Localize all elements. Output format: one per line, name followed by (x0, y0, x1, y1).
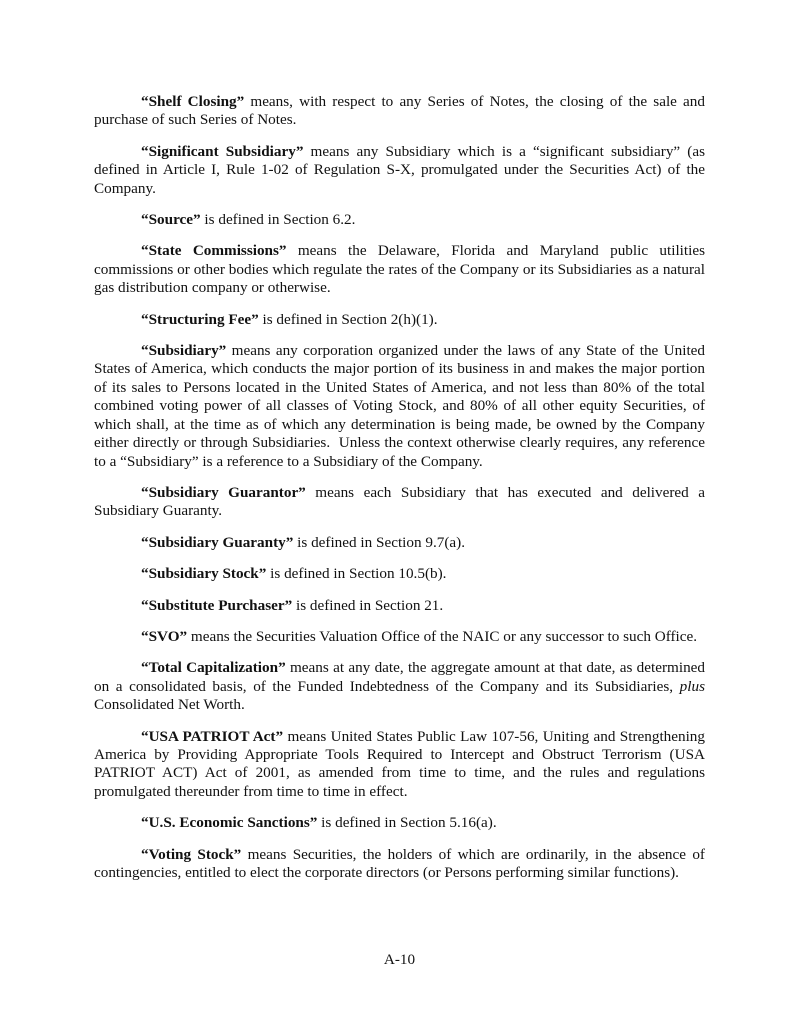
defined-term: “Shelf Closing” (141, 93, 245, 110)
defined-term: “Source” (141, 211, 201, 229)
definition-text: is defined in Section 21. (292, 596, 444, 614)
definition-significant-subsidiary (94, 143, 705, 198)
defined-term: “USA PATRIOT Act” (141, 727, 284, 745)
definition-text: is defined in Section 6.2. (200, 211, 356, 229)
definition-text: means, with respect to any Series of Notes, the closing of the sale and purchase of such Series of Notes. (94, 93, 705, 129)
defined-term: “Subsidiary” (141, 342, 227, 360)
definition-svo (94, 628, 705, 646)
definition-text: means the Securities Valuation Office of the NAIC or any successor to such Office. (187, 627, 698, 645)
definition-state-commissions (94, 242, 705, 297)
definition-text-after: Consolidated Net Worth. (94, 696, 245, 714)
definition-text: means the Delaware, Florida and Maryland public utilities commissions or other bodies which regulate the rates of the Company or its Subsidiaries as a natural gas distribution company or otherwise. (94, 242, 705, 297)
definition-text: means any Subsidiary which is a “significant subsidiary” (as defined in Article I, Rule 1-02 of Regulation S-X, promulgated under the Securities Act) of the Company. (94, 142, 705, 197)
definition-text: is defined in Section 5.16(a). (317, 814, 497, 832)
defined-term: “Voting Stock” (141, 845, 242, 863)
definition-subsidiary-stock (94, 565, 705, 583)
page-number: A-10 (383, 951, 416, 968)
definition-emphasis: plus (679, 677, 705, 695)
definition-subsidiary-guarantor (94, 484, 705, 521)
definition-text: means at any date, the aggregate amount at that date, as determined on a consolidated basis, of the Funded Indebtedness of the Company and its Subsidiaries, (94, 659, 705, 695)
definition-text: means each Subsidiary that has executed and delivered a Subsidiary Guaranty. (94, 483, 705, 520)
definition-text: means any corporation organized under the laws of any State of the United States of America, which conducts the major portion of its business in and makes the major portion of its sales to Persons located in the United States of America, and not less than 80% of the total combined voting power of all classes of Voting Stock, and 80% of all other equity Securities, of which shall, at the time as of which any determination is being made, be owned by the Company either directly or through Subsidiaries. Unless the context otherwise clearly requires, any reference to a “Subsidiary” is a reference to a Subsidiary of the Company. (94, 342, 709, 470)
defined-term: “SVO” (141, 627, 188, 645)
definition-source (94, 211, 705, 229)
defined-term: “Significant Subsidiary” (141, 142, 304, 160)
defined-term: “Total Capitalization” (141, 659, 286, 677)
definition-us-economic-sanctions (94, 814, 705, 832)
definition-voting-stock (94, 846, 705, 883)
definition-substitute-purchaser (94, 597, 705, 615)
defined-term: “Structuring Fee” (141, 310, 259, 328)
definition-subsidiary-guaranty (94, 534, 705, 552)
definition-text: means Securities, the holders of which are ordinarily, in the absence of contingencies, entitled to elect the corporate directors (or Persons performing similar functions). (94, 845, 705, 881)
definition-shelf-closing (94, 93, 705, 130)
definition-text: is defined in Section 2(h)(1). (258, 310, 438, 328)
defined-term: “Subsidiary Guarantor” (141, 483, 306, 501)
defined-term: “State Commissions” (141, 242, 287, 260)
defined-term: “Subsidiary Guaranty” (141, 533, 294, 551)
definition-text: means United States Public Law 107-56, Uniting and Strengthening America by Providing Appropriate Tools Required to Intercept and Obstruct Terrorism (USA PATRIOT ACT) Act of 2001, as amended from time to time, and the rules and regulations promulgated thereunder from time to time in effect. (94, 727, 705, 800)
definition-total-capitalization (94, 659, 705, 714)
definition-structuring-fee (94, 311, 705, 329)
definition-text: is defined in Section 10.5(b). (266, 565, 447, 583)
defined-term: “U.S. Economic Sanctions” (141, 814, 318, 832)
defined-term: “Subsidiary Stock” (141, 565, 267, 583)
definition-usa-patriot-act (94, 728, 705, 802)
defined-term: “Substitute Purchaser” (141, 596, 293, 614)
definition-text: is defined in Section 9.7(a). (293, 533, 466, 551)
document-body (94, 93, 709, 895)
definition-subsidiary (94, 342, 709, 471)
